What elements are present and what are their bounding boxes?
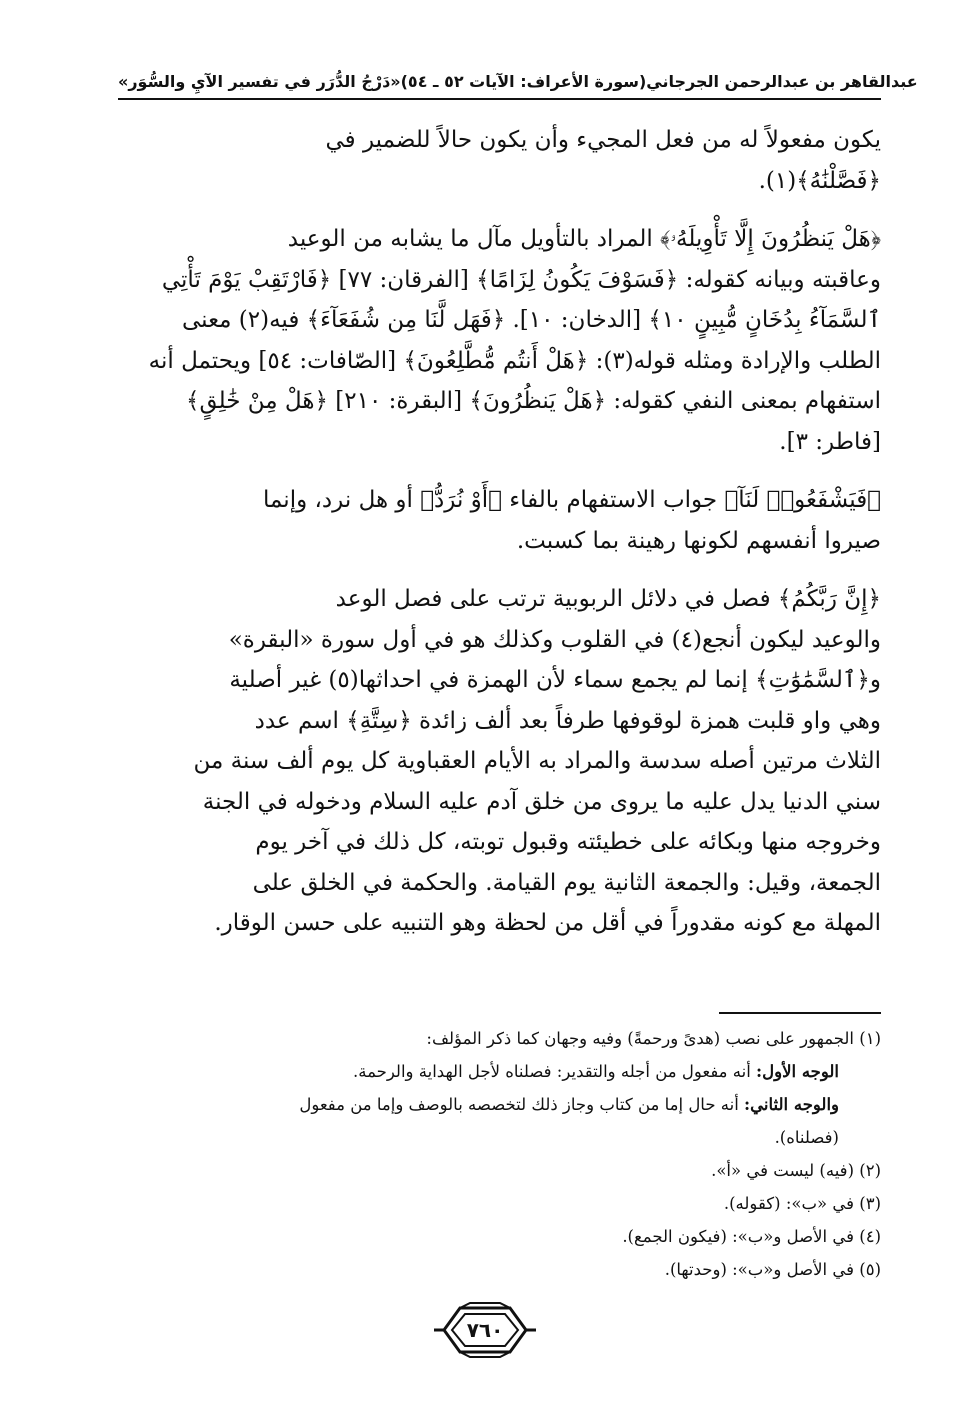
footnote-5: (٥) في الأصل و«ب»: (وحدتها). (664, 1260, 881, 1279)
text-line: المهلة مع كونه مقدوراً في أقل من لحظة وهو التنبيه على حسن الوقار. (214, 910, 881, 936)
text-line: وهي واو قلبت همزة لوقوفها طرفاً بعد ألف زائدة ﴿سِتَّةِ﴾ اسم عدد (254, 707, 881, 734)
text-line: وعاقبته وبيانه كقوله: ﴿فَسَوْفَ يَكُونُ لِزَامًا﴾ [الفرقان: ٧٧] ﴿فَارْتَقِبْ يَوْمَ تَأْتِي (161, 266, 881, 293)
text-line: وخروجه منها وبكائه على خطيئته وقبول توبته، كل ذلك في آخر يوم (255, 829, 881, 855)
footnote-text: أنه حال إما من كتاب وجاز ذلك لتخصصه بالوصف وإما من مفعول (299, 1095, 745, 1114)
header-author: عبدالقاهر بن عبدالرحمن الجرجاني (646, 71, 918, 91)
text-line: سني الدنيا يدل عليه ما يروى من خلق آدم عليه السلام ودخوله في الجنة (202, 788, 881, 815)
footnote-1-second-view (118, 1088, 881, 1121)
header-book-title: «دَرْجُ الدُّرَر في تفسير الآيِ والسُّوَر» (118, 71, 401, 91)
running-header (118, 66, 918, 96)
header-rule (118, 98, 881, 100)
footnote-1: (١) الجمهور على نصب (هدىً ورحمةً) وفيه وجهان كما ذكر المؤلف: (426, 1029, 881, 1048)
page-number: ٧٦٠ (466, 1318, 504, 1342)
text-line: استفهام بمعنى النفي كقوله: ﴿هَلْ يَنظُرُونَ﴾ [البقرة: ٢١٠] ﴿هَلْ مِنْ خَٰلِقٍ﴾ (185, 388, 881, 414)
footnote-1-continued: (فصلناه). (774, 1128, 839, 1147)
footnote-label: الوجه الأول: (756, 1062, 839, 1081)
header-surah-ref: (سورة الأعراف: الآيات ٥٢ ـ ٥٤) (400, 71, 647, 91)
footnotes (118, 1022, 881, 1286)
text-line: الجمعة، وقيل: والجمعة الثانية يوم القيامة. والحكمة في الخلق على (252, 869, 881, 896)
text-line: الثلاث مرتين أصله سدسة والمراد به الأيام العقباوية كل يوم ألف سنة من (193, 748, 881, 774)
paragraph-2 (118, 219, 881, 462)
text-line: ﴿فَيَشْفَعُوا۟ لَنَآ﴾ جواب الاستفهام بالفاء ﴿أَوْ نُرَدُّ﴾ أو هل نرد، وإنما (262, 487, 881, 513)
main-text (118, 120, 881, 944)
footnote-4: (٤) في الأصل و«ب»: (فيكون الجمع). (622, 1227, 881, 1246)
paragraph-4 (118, 579, 881, 944)
paragraph-3 (118, 480, 881, 561)
footnote-2: (٢) (فيه) ليست في «أ». (711, 1161, 881, 1180)
footnote-label: والوجه الثاني: (744, 1095, 839, 1114)
footnote-separator (719, 1012, 881, 1014)
text-line: ﴿إِنَّ رَبَّكُمُ﴾ فصل في دلائل الربوبية ترتب على فصل الوعد (335, 586, 881, 612)
text-line: والوعيد ليكون أنجع(٤) في القلوب وكذلك هو في أول سورة «البقرة» (228, 626, 881, 653)
paragraph-1 (118, 120, 881, 201)
footnote-3: (٣) في «ب»: (كقوله). (723, 1194, 881, 1213)
text-line: الطلب والإرادة ومثله قوله(٣): ﴿هَلْ أَنتُم مُّطَّلِعُونَ﴾ [الصّافات: ٥٤] ويحتمل أنه (148, 347, 881, 374)
footnote-1-first-view (118, 1055, 881, 1088)
footnote-text: أنه مفعول من أجله والتقدير: فصلناه لأجل الهداية والرحمة. (353, 1062, 757, 1081)
text-line: ﴿فَصَّلْنَٰهُ﴾(١). (758, 167, 881, 194)
text-line: و﴿ٱلسَّمَٰوَٰتِ﴾ إنما لم يجمع سماء لأن الهمزة في احداثها(٥) غير أصلية (229, 667, 881, 693)
page-number-ornament (430, 1302, 540, 1358)
text-line: ﴿هَلْ يَنظُرُونَ إِلَّا تَأْوِيلَهُۥ﴾ المراد بالتأويل مآل ما يشابه من الوعيد (287, 226, 881, 252)
text-line: يكون مفعولاً له من فعل المجيء وأن يكون حالاً للضمير في (325, 127, 881, 153)
text-line: [فاطر: ٣]. (779, 428, 881, 455)
text-line: صيروا أنفسهم لكونها رهينة بما كسبت. (516, 527, 881, 554)
text-line: ٱلسَّمَآءُ بِدُخَانٍ مُّبِينٍ ١٠﴾ [الدخان: ١٠]. ﴿فَهَل لَّنَا مِن شُفَعَآءَ﴾ فيه(٢) معنى (181, 307, 881, 333)
